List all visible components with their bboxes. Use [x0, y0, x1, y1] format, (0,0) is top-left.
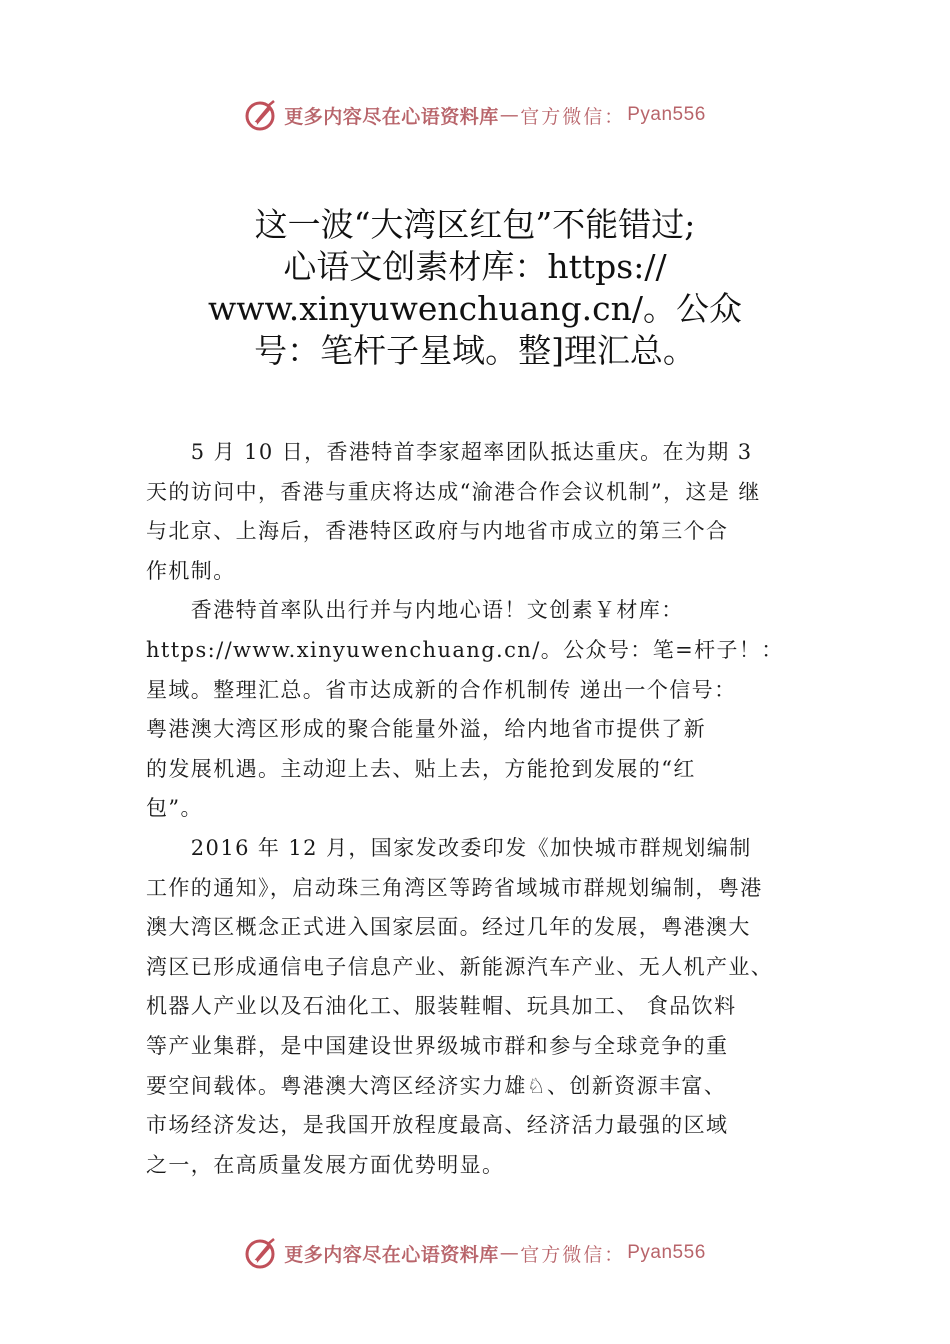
- document-title: [150, 204, 800, 372]
- banner-dash: —: [499, 104, 520, 126]
- body-line: 粤港澳大湾区形成的聚合能量外溢，给内地省市提供了新: [146, 717, 706, 742]
- title-line: www.xinyuwenchuang.cn/。公众: [207, 289, 743, 328]
- body-line: https://www.xinyuwenchuang.cn/。公众号：笔=杆子！：: [146, 637, 784, 662]
- title-line: 心语文创素材库：https://: [283, 247, 667, 286]
- quill-logo-icon: [244, 1236, 278, 1270]
- banner-wechat-handle: Pyan556: [627, 104, 706, 125]
- body-line: 作机制。: [146, 558, 236, 583]
- body-line: 工作的通知》，启动珠三角湾区等跨省域城市群规划编制，粤港: [146, 875, 763, 900]
- body-line: 2016 年 12 月，国家发改委印发《加快城市群规划编制: [146, 835, 752, 860]
- body-line: 湾区已形成通信电子信息产业、新能源汽车产业、无人机产业、: [146, 954, 774, 979]
- article-body: [146, 433, 810, 1185]
- banner-wechat-handle: Pyan556: [627, 1242, 706, 1263]
- body-line: 天的访问中，香港与重庆将达成“渝港合作会议机制”，这是 继: [146, 479, 761, 504]
- banner-brand-text: 更多内容尽在心语资料库: [284, 1243, 499, 1266]
- body-line: 香港特首率队出行并与内地心语！文创素￥材库：: [146, 598, 684, 623]
- title-line: 这一波“大湾区红包”不能错过;: [254, 205, 696, 244]
- banner-wechat-label: 官方微信：: [520, 1243, 626, 1266]
- body-line: 等产业集群，是中国建设世界级城市群和参与全球竞争的重: [146, 1033, 729, 1058]
- body-line: 星域。整理汇总。省市达成新的合作机制传 递出一个信号：: [146, 677, 737, 702]
- title-line: 号：笔杆子星域。整]理汇总。: [254, 331, 696, 370]
- body-line: 与北京、上海后，香港特区政府与内地省市成立的第三个合: [146, 519, 729, 544]
- body-line: 之一，在高质量发展方面优势明显。: [146, 1152, 505, 1177]
- banner-brand-text: 更多内容尽在心语资料库: [284, 105, 499, 128]
- body-line: 澳大湾区概念正式进入国家层面。经过几年的发展，粤港澳大: [146, 915, 751, 940]
- header-banner: [0, 95, 950, 135]
- body-line: 市场经济发达，是我国开放程度最高、经济活力最强的区域: [146, 1113, 729, 1138]
- body-line: 要空间载体。粤港澳大湾区经济实力雄♘、创新资源丰富、: [146, 1073, 727, 1098]
- body-line: 的发展机遇。主动迎上去、贴上去，方能抢到发展的“红: [146, 756, 696, 781]
- banner-wechat-label: 官方微信：: [520, 105, 626, 128]
- footer-banner: [0, 1233, 950, 1273]
- banner-dash: —: [499, 1242, 520, 1264]
- body-line: 机器人产业以及石油化工、服装鞋帽、玩具加工、 食品饮料: [146, 994, 737, 1019]
- body-line: 5 月 10 日，香港特首李家超率团队抵达重庆。在为期 3: [146, 440, 753, 464]
- quill-logo-icon: [244, 98, 278, 132]
- body-line: 包”。: [146, 796, 203, 821]
